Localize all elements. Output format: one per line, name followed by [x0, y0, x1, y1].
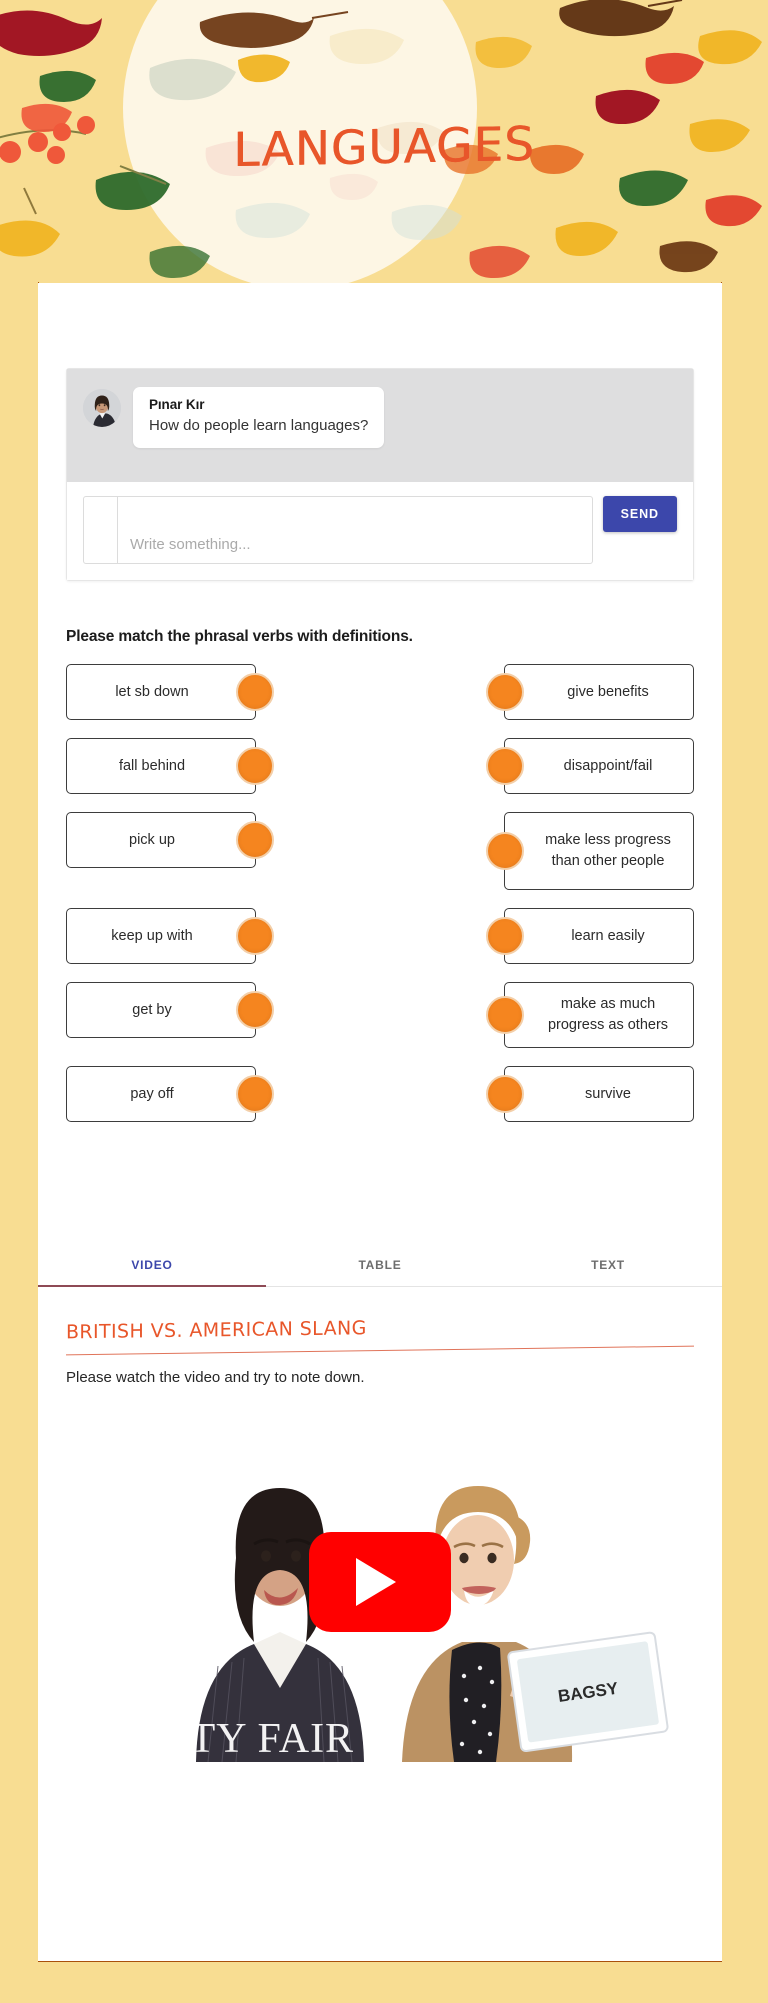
match-term-column — [66, 1066, 256, 1122]
match-term-label: pay off — [130, 1085, 174, 1102]
match-definition-label: disappoint/fail — [563, 757, 653, 774]
tab-video[interactable]: VIDEO — [38, 1242, 266, 1286]
match-term-column — [66, 908, 256, 964]
match-definition-box[interactable] — [504, 908, 694, 964]
match-term-box[interactable] — [66, 664, 256, 720]
tab-table[interactable]: TABLE — [358, 1258, 402, 1273]
match-connector-dot[interactable] — [236, 991, 274, 1029]
thumbnail-card-text: BAGSY — [556, 1678, 620, 1707]
match-term-label: fall behind — [118, 757, 186, 774]
video-thumbnail[interactable] — [66, 1410, 694, 1762]
match-connector-dot[interactable] — [236, 673, 274, 711]
match-term-label: get by — [132, 1001, 172, 1018]
hero-banner — [0, 0, 768, 290]
match-term-box[interactable] — [66, 982, 256, 1038]
lesson-card — [38, 283, 722, 1961]
chat-message-text: How do people learn languages? — [149, 417, 369, 434]
match-connector-dot[interactable] — [486, 1075, 524, 1113]
match-definition-column — [504, 664, 694, 720]
match-definition-box[interactable] — [504, 664, 694, 720]
match-row — [66, 738, 694, 794]
chat-message — [83, 387, 677, 448]
match-definition-label: give benefits — [567, 683, 649, 700]
chat-widget — [66, 368, 694, 581]
video-panel-instruction: Please watch the video and try to note down. — [66, 1369, 365, 1387]
match-connector-dot[interactable] — [236, 821, 274, 859]
match-definition-label: make as much progress as others — [547, 996, 669, 1034]
match-definition-box[interactable] — [504, 982, 694, 1048]
match-term-label: let sb down — [115, 683, 189, 700]
match-row — [66, 1066, 694, 1122]
match-connector-dot[interactable] — [236, 1075, 274, 1113]
match-definition-label: survive — [585, 1085, 631, 1102]
match-definition-label: learn easily — [571, 927, 645, 944]
exercise-instruction: Please match the phrasal verbs with definitions. — [66, 628, 413, 646]
match-row — [66, 812, 694, 890]
page-title: LANGUAGES — [233, 116, 535, 179]
content-tabs — [38, 1242, 722, 1287]
matching-exercise — [66, 664, 694, 1122]
send-button[interactable]: SEND — [603, 496, 677, 532]
match-definition-column — [504, 982, 694, 1048]
match-connector-dot[interactable] — [236, 917, 274, 955]
match-term-box[interactable] — [66, 908, 256, 964]
chat-input[interactable] — [118, 497, 592, 563]
match-connector-dot[interactable] — [486, 832, 524, 870]
match-definition-column — [504, 908, 694, 964]
match-definition-box[interactable] — [504, 1066, 694, 1122]
match-term-column — [66, 982, 256, 1048]
youtube-play-icon — [309, 1532, 451, 1632]
match-connector-dot[interactable] — [236, 747, 274, 785]
card-footer-spacer — [38, 1762, 722, 1804]
match-term-label: pick up — [129, 831, 175, 848]
chat-author-name: Pınar Kır — [149, 397, 205, 412]
match-term-column — [66, 738, 256, 794]
match-connector-dot[interactable] — [486, 747, 524, 785]
composer-toolbar-gutter — [84, 497, 118, 563]
match-term-box[interactable] — [66, 1066, 256, 1122]
avatar — [83, 389, 121, 427]
match-definition-column — [504, 738, 694, 794]
match-definition-box[interactable] — [504, 738, 694, 794]
match-connector-dot[interactable] — [486, 917, 524, 955]
match-definition-column — [504, 812, 694, 890]
chat-composer — [67, 482, 693, 580]
match-term-box[interactable] — [66, 738, 256, 794]
match-definition-label: make less progress than other people — [545, 832, 671, 870]
tab-text[interactable]: TEXT — [591, 1258, 625, 1273]
chat-message-list — [67, 369, 693, 482]
video-panel-heading: BRITISH VS. AMERICAN SLANG — [66, 1313, 694, 1356]
match-row — [66, 664, 694, 720]
chat-bubble — [133, 387, 384, 448]
match-term-box[interactable] — [66, 812, 256, 868]
match-definition-column — [504, 1066, 694, 1122]
chat-input-wrapper[interactable] — [83, 496, 593, 564]
match-row — [66, 908, 694, 964]
match-term-label: keep up with — [111, 927, 193, 944]
match-term-column — [66, 664, 256, 720]
match-definition-box[interactable] — [504, 812, 694, 890]
match-term-column — [66, 812, 256, 890]
match-connector-dot[interactable] — [486, 673, 524, 711]
brand-watermark: VANITY FAIR — [86, 1716, 355, 1763]
match-connector-dot[interactable] — [486, 996, 524, 1034]
match-row — [66, 982, 694, 1048]
video-panel — [38, 1317, 722, 1762]
